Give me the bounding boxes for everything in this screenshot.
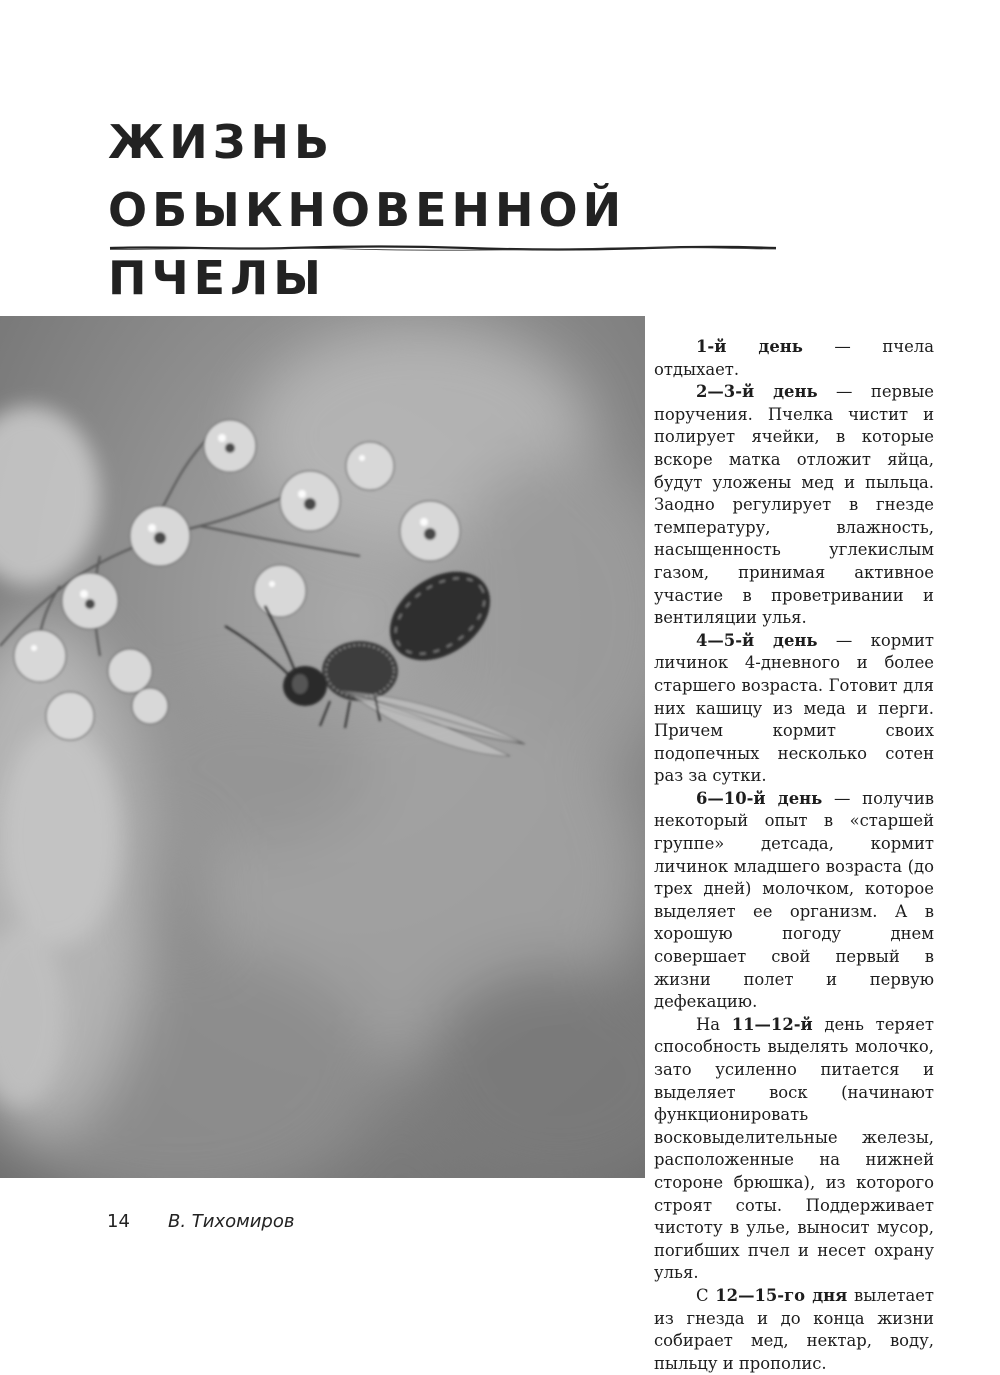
paragraph-body: вылетает из гнезда и до конца жизни собирает мед, нектар, воду, пыльцу и прополис. (654, 1285, 934, 1373)
paragraph-lead: 1-й день (696, 337, 803, 356)
paragraph-lead: 12—15-го дня (715, 1285, 848, 1305)
paragraph-body: — пчела отдыхает. (654, 337, 934, 379)
title-line-1: ЖИЗНЬ (108, 115, 335, 169)
title-underline (108, 244, 778, 252)
title-line-2: ОБЫКНОВЕННОЙ ПЧЕЛЫ (108, 183, 627, 305)
page-title (108, 108, 828, 312)
paragraph-lead: 11—12-й (731, 1014, 813, 1034)
paragraph-prefix: На (696, 1014, 732, 1034)
paragraph-prefix: С (696, 1285, 716, 1305)
paragraph-day-4-5 (654, 630, 934, 788)
bee-photo (0, 316, 645, 1178)
paragraph-body: день теряет способность выделять молочко, зато усиленно питается и выделяет воск (начинают функционировать восковыделительные железы, расположенные на нижней стороне брюшка), из которого строят соты. Поддерживает чистоту в улье, выносит мусор, погибших пчел и несет охрану улья. (654, 1014, 934, 1283)
page-number: 14 (107, 1211, 130, 1232)
paragraph-day-12-15 (654, 1285, 934, 1375)
paragraph-body: — получив некоторый опыт в «старшей группе» детсада, кормит личинок младшего возраста (до трех дней) молочком, которое выделяет ее организм. А в хорошую погоду днем совершает свой первый в жизни полет и первую дефекацию. (654, 788, 934, 1012)
paragraph-body: — первые поручения. Пчелка чистит и полирует ячейки, в которые вскоре матка отложит яйца, будут уложены мед и пыльца. Заодно регулирует в гнезде температуру, влажность, насыщенность углекислым газом, принимая активное участие в проветривании и вентиляции улья. (654, 382, 934, 628)
paragraph-lead: 2—3-й день (696, 382, 818, 402)
paragraph-day-2-3 (654, 381, 934, 630)
author-name: В. Тихомиров (168, 1211, 295, 1232)
bee-on-flowers-image (0, 316, 645, 1178)
paragraph-lead: 4—5-й день (696, 630, 818, 650)
paragraph-lead: 6—10-й день (696, 788, 823, 808)
article-text (654, 336, 934, 1375)
paragraph-body: — кормит личинок 4-дневного и более старшего возраста. Готовит для них кашицу из меда и перги. Причем кормит своих подопечных несколько сотен раз за сутки. (654, 630, 934, 786)
paragraph-day-11-12 (654, 1014, 934, 1285)
paragraph-day-6-10 (654, 788, 934, 1014)
paragraph-day-1 (654, 336, 934, 381)
